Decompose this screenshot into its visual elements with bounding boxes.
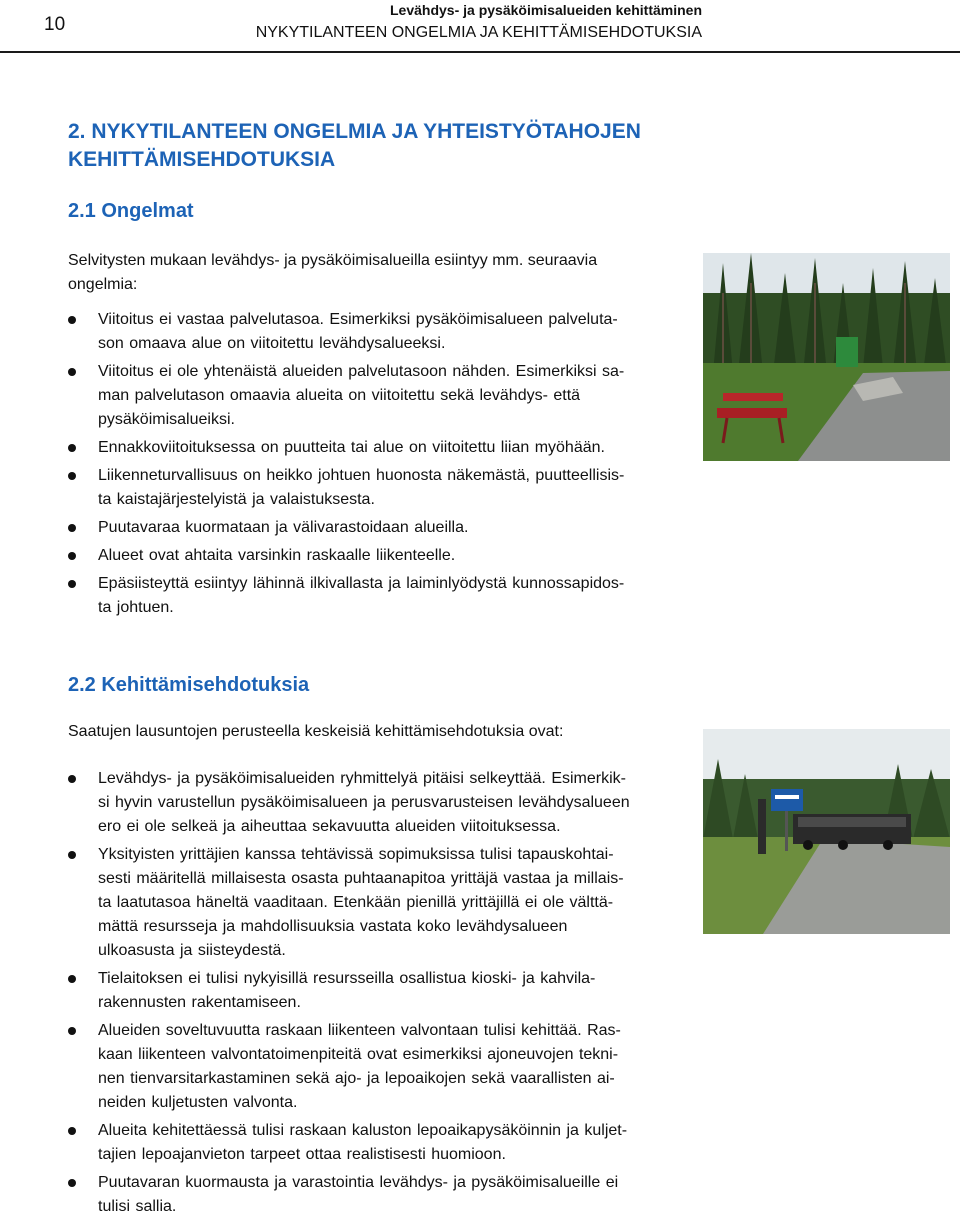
list-item-line: ta laatutasoa häneltä vaaditaan. Etenkään pienillä yrittäjillä ei ole välttä-	[98, 894, 614, 911]
bullet-icon	[68, 1027, 76, 1035]
list-item-line: Tielaitoksen ei tulisi nykyisillä resursseilla osallistua kioski- ja kahvila-	[98, 970, 596, 987]
rest-area-photo	[703, 253, 950, 461]
parking-area-photo	[703, 729, 950, 934]
list-item-line: pysäköimisalueiksi.	[98, 411, 235, 428]
list-item-line: ero ei ole selkeä ja aiheuttaa sekavuutta alueiden viitoituksessa.	[98, 818, 561, 835]
list-item-line: rakennusten rakentamiseen.	[98, 994, 301, 1011]
list-item-line: tulisi sallia.	[98, 1198, 177, 1215]
list-item	[68, 436, 728, 460]
list-item-line: son omaava alue on viitoitettu levähdysalueeksi.	[98, 335, 446, 352]
bullet-icon	[68, 524, 76, 532]
list-item-line: Puutavaran kuormausta ja varastointia levähdys- ja pysäköimisalueille ei	[98, 1174, 619, 1191]
rest-area-photo-image	[703, 253, 950, 461]
list-item-line: ulkoasusta ja siisteydestä.	[98, 942, 286, 959]
header-rule	[0, 51, 960, 53]
list-item	[68, 360, 728, 432]
list-item	[68, 572, 728, 620]
list-item-line: Puutavaraa kuormataan ja välivarastoidaan alueilla.	[98, 519, 469, 536]
list-item-line: neiden kuljetusten valvonta.	[98, 1094, 298, 1111]
page-number: 10	[44, 14, 66, 35]
parking-area-photo-image	[703, 729, 950, 934]
bullet-icon	[68, 775, 76, 783]
list-item-line: sesti määritellä millaisesta osasta puhtaanapitoa yrittäjä vastaa ja millais-	[98, 870, 624, 887]
list-item-line: Viitoitus ei vastaa palvelutasoa. Esimerkiksi pysäköimisalueen palveluta-	[98, 311, 618, 328]
list-item-line: Epäsiisteyttä esiintyy lähinnä ilkivallasta ja laiminlyödystä kunnossapidos-	[98, 575, 625, 592]
list-item-line: nen tienvarsitarkastaminen sekä ajo- ja lepoaikojen sekä vaarallisten ai-	[98, 1070, 615, 1087]
list-item-line: si hyvin varustellun pysäköimisalueen ja perusvarusteisen levähdysalueen	[98, 794, 630, 811]
list-item	[68, 516, 728, 540]
list-item-line: mättä resursseja ja mahdollisuuksia vastata koko levähdysalueen	[98, 918, 568, 935]
list-item-line: Viitoitus ei ole yhtenäistä alueiden palvelutasoon nähden. Esimerkiksi sa-	[98, 363, 625, 380]
list-item-line: Levähdys- ja pysäköimisalueiden ryhmittelyä pitäisi selkeyttää. Esimerkik-	[98, 770, 626, 787]
chapter-title: NYKYTILANTEEN ONGELMIA JA KEHITTÄMISEHDOTUKSIA	[255, 24, 702, 41]
bullet-icon	[68, 1127, 76, 1135]
problems-intro-line-2: ongelmia:	[68, 276, 138, 293]
list-item	[68, 843, 728, 963]
list-item-line: kaan liikenteen valvontatoimenpiteitä ovat esimerkiksi ajoneuvojen tekni-	[98, 1046, 619, 1063]
bullet-icon	[68, 851, 76, 859]
list-item	[68, 544, 728, 568]
list-item-line: Liikenneturvallisuus on heikko johtuen huonosta näkemästä, puutteellisis-	[98, 467, 625, 484]
list-item	[68, 464, 728, 512]
list-item	[68, 1171, 728, 1219]
bullet-icon	[68, 472, 76, 480]
page-header	[0, 0, 960, 52]
bullet-icon	[68, 1179, 76, 1187]
bullet-icon	[68, 580, 76, 588]
list-item	[68, 308, 728, 356]
problems-list	[68, 308, 728, 624]
bullet-icon	[68, 552, 76, 560]
list-item-line: Ennakkoviitoituksessa on puutteita tai alue on viitoitettu liian myöhään.	[98, 439, 605, 456]
problems-intro-line-1: Selvitysten mukaan levähdys- ja pysäköimisalueilla esiintyy mm. seuraavia	[68, 252, 598, 269]
list-item	[68, 967, 728, 1015]
section-title-line-2: KEHITTÄMISEHDOTUKSIA	[68, 148, 336, 171]
list-item-line: ta kaistajärjestelyistä ja valaistuksesta.	[98, 491, 375, 508]
list-item	[68, 1119, 728, 1167]
proposals-heading: 2.2 Kehittämisehdotuksia	[68, 674, 310, 696]
bullet-icon	[68, 368, 76, 376]
list-item	[68, 1019, 728, 1115]
list-item-line: ta johtuen.	[98, 599, 174, 616]
section-title-line-1: 2. NYKYTILANTEEN ONGELMIA JA YHTEISTYÖTAHOJEN	[68, 120, 641, 143]
section-title	[68, 118, 641, 174]
list-item-line: man palvelutason omaavia alueita on viitoitettu sekä levähdys- että	[98, 387, 581, 404]
list-item-line: Alueita kehitettäessä tulisi raskaan kaluston lepoaikapysäköinnin ja kuljet-	[98, 1122, 628, 1139]
bullet-icon	[68, 444, 76, 452]
problems-intro	[68, 249, 597, 297]
list-item-line: tajien lepoajanvieton tarpeet ottaa realistisesti huomioon.	[98, 1146, 506, 1163]
list-item-line: Alueiden soveltuvuutta raskaan liikenteen valvontaan tulisi kehittää. Ras-	[98, 1022, 621, 1039]
running-title: Levähdys- ja pysäköimisalueiden kehittäminen	[390, 2, 702, 18]
bullet-icon	[68, 975, 76, 983]
list-item	[68, 767, 728, 839]
proposals-list	[68, 767, 728, 1223]
bullet-icon	[68, 316, 76, 324]
proposals-intro: Saatujen lausuntojen perusteella keskeisiä kehittämisehdotuksia ovat:	[68, 723, 564, 740]
problems-heading: 2.1 Ongelmat	[68, 200, 194, 222]
list-item-line: Alueet ovat ahtaita varsinkin raskaalle liikenteelle.	[98, 547, 456, 564]
list-item-line: Yksityisten yrittäjien kanssa tehtävissä sopimuksissa tulisi tapauskohtai-	[98, 846, 614, 863]
